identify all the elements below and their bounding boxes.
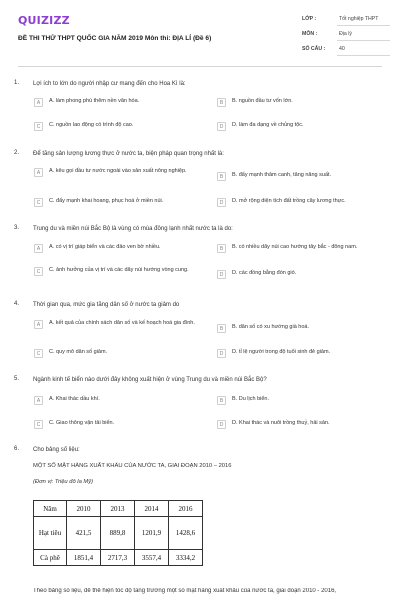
class-value: Tốt nghiệp THPT xyxy=(339,16,379,22)
count-underline xyxy=(337,55,390,56)
option-text: A. kêu gọi đầu tư nước ngoài vào sản xuất nông nghiệp. xyxy=(49,168,187,174)
option-d[interactable] xyxy=(217,420,387,429)
option-b[interactable] xyxy=(217,98,387,107)
option-d[interactable] xyxy=(217,198,387,207)
option-text: A. có vị trí giáp biển và các đảo ven bờ nhiều. xyxy=(49,244,161,250)
question-6-prompt: Theo bảng số liệu, để thể hiện tốc độ tăng trưởng một số mặt hàng xuất khẩu của nước ta, giai đoạn 2010 - 2016, xyxy=(33,588,337,594)
option-a[interactable] xyxy=(34,244,204,253)
option-letter: B xyxy=(217,244,226,253)
option-letter: A xyxy=(34,98,43,107)
question-number: 1. xyxy=(14,80,20,86)
option-text: D. Khai thác và nuôi trồng thuỷ, hải sản. xyxy=(232,420,330,426)
option-c[interactable] xyxy=(34,420,204,429)
exam-title: ĐỀ THI THỬ THPT QUỐC GIA NĂM 2019 Môn thi: ĐỊA LÍ (Đề 6) xyxy=(18,35,212,42)
option-letter: C xyxy=(34,267,43,276)
option-text: B. đẩy mạnh thâm canh, tăng năng suất. xyxy=(232,172,332,178)
option-letter: C xyxy=(34,420,43,429)
table-cell: 3557,4 xyxy=(135,550,169,566)
option-d[interactable] xyxy=(217,349,387,358)
option-text: D. tỉ lệ người trong độ tuổi sinh đẻ giảm. xyxy=(232,349,331,355)
table-cell: 1851,4 xyxy=(67,550,101,566)
table-unit: (Đơn vị: Triệu đô la Mỹ) xyxy=(33,479,94,485)
class-label: LỚP : xyxy=(302,16,317,22)
subject-label: MÔN : xyxy=(302,31,318,37)
option-letter: D xyxy=(217,270,226,279)
option-letter: B xyxy=(217,98,226,107)
option-a[interactable] xyxy=(34,98,204,107)
option-letter: A xyxy=(34,168,43,177)
header-divider xyxy=(18,66,382,67)
option-letter: C xyxy=(34,349,43,358)
option-letter: B xyxy=(217,396,226,405)
option-letter: B xyxy=(217,324,226,333)
option-letter: D xyxy=(217,420,226,429)
option-c[interactable] xyxy=(34,267,204,276)
subject-value: Địa lý xyxy=(339,31,352,37)
table-row xyxy=(34,517,203,550)
option-a[interactable] xyxy=(34,168,204,177)
question-number: 5. xyxy=(14,376,20,382)
table-header-cell: Năm xyxy=(34,501,67,517)
option-c[interactable] xyxy=(34,122,204,131)
option-d[interactable] xyxy=(217,122,387,131)
option-text: C. đẩy mạnh khai hoang, phục hoá ở miền núi. xyxy=(49,198,164,204)
option-text: B. Du lịch biển. xyxy=(232,396,269,402)
question-number: 4. xyxy=(14,301,20,307)
option-a[interactable] xyxy=(34,320,204,329)
question-number: 2. xyxy=(14,150,20,156)
option-text: D. các đồng bằng đón gió. xyxy=(232,270,297,276)
export-data-table xyxy=(33,500,203,566)
table-cell: 1428,6 xyxy=(169,517,203,550)
option-d[interactable] xyxy=(217,270,387,279)
option-text: C. nguồn lao động có trình độ cao. xyxy=(49,122,134,128)
option-text: C. quy mô dân số giảm. xyxy=(49,349,108,355)
option-letter: A xyxy=(34,244,43,253)
option-text: A. kết quả của chính sách dân số và kế hoạch hoá gia đình. xyxy=(49,320,195,326)
question-text: Lợi ích to lớn do người nhập cư mang đến cho Hoa Kì là: xyxy=(33,81,186,87)
option-b[interactable] xyxy=(217,172,387,181)
option-c[interactable] xyxy=(34,349,204,358)
table-row xyxy=(34,550,203,566)
class-underline xyxy=(337,25,390,26)
table-cell: 1201,9 xyxy=(135,517,169,550)
table-row-label: Hạt tiêu xyxy=(34,517,67,550)
question-text: Cho bảng số liệu: xyxy=(33,447,80,453)
table-cell: 3334,2 xyxy=(169,550,203,566)
quiz-header xyxy=(0,0,400,68)
count-label: SỐ CÂU : xyxy=(302,46,326,52)
option-b[interactable] xyxy=(217,396,387,405)
option-text: C. ảnh hưởng của vị trí và các dãy núi hướng vòng cung. xyxy=(49,267,189,273)
table-cell: 2717,3 xyxy=(101,550,135,566)
table-header-row xyxy=(34,501,203,517)
table-row-label: Cà phê xyxy=(34,550,67,566)
table-cell: 889,8 xyxy=(101,517,135,550)
option-letter: B xyxy=(217,172,226,181)
option-b[interactable] xyxy=(217,244,392,253)
option-text: C. Giao thông vận tải biển. xyxy=(49,420,115,426)
option-text: B. có nhiều dãy núi cao hướng tây bắc - đông nam. xyxy=(232,244,358,250)
option-text: D. làm đa dạng về chủng tộc. xyxy=(232,122,304,128)
subject-underline xyxy=(337,40,390,41)
table-title: MỘT SỐ MẶT HÀNG XUẤT KHẨU CỦA NƯỚC TA, GIAI ĐOẠN 2010 – 2016 xyxy=(33,463,232,469)
question-number: 6. xyxy=(14,446,20,452)
table-header-cell: 2010 xyxy=(67,501,101,517)
option-letter: A xyxy=(34,396,43,405)
question-text: Thời gian qua, mức gia tăng dân số ở nước ta giảm do xyxy=(33,302,180,308)
question-text: Ngành kinh tế biển nào dưới đây không xuất hiện ở vùng Trung du và miền núi Bắc Bộ? xyxy=(33,377,267,383)
table-header-cell: 2014 xyxy=(135,501,169,517)
table-cell: 421,5 xyxy=(67,517,101,550)
quizizz-logo: QUIZIZZ xyxy=(18,14,70,27)
option-letter: A xyxy=(34,320,43,329)
option-text: B. nguồn đầu tư vốn lớn. xyxy=(232,98,293,104)
option-text: A. làm phong phú thêm nền văn hóa. xyxy=(49,98,140,104)
question-text: Trung du và miền núi Bắc Bộ là vùng có mùa đông lạnh nhất nước ta là do: xyxy=(33,226,233,232)
table-header-cell: 2013 xyxy=(101,501,135,517)
question-text: Để tăng sản lượng lương thực ở nước ta, biện pháp quan trọng nhất là: xyxy=(33,151,224,157)
option-text: B. dân số có xu hướng già hoá. xyxy=(232,324,310,330)
count-value: 40 xyxy=(339,46,345,52)
question-number: 3. xyxy=(14,225,20,231)
option-text: D. mở rộng diện tích đất trồng cây lương thực. xyxy=(232,198,346,204)
option-b[interactable] xyxy=(217,324,387,333)
option-a[interactable] xyxy=(34,396,204,405)
option-letter: D xyxy=(217,122,226,131)
option-text: A. Khai thác dầu khí. xyxy=(49,396,100,402)
option-letter: C xyxy=(34,198,43,207)
option-letter: C xyxy=(34,122,43,131)
option-letter: D xyxy=(217,349,226,358)
option-c[interactable] xyxy=(34,198,204,207)
table-header-cell: 2016 xyxy=(169,501,203,517)
option-letter: D xyxy=(217,198,226,207)
